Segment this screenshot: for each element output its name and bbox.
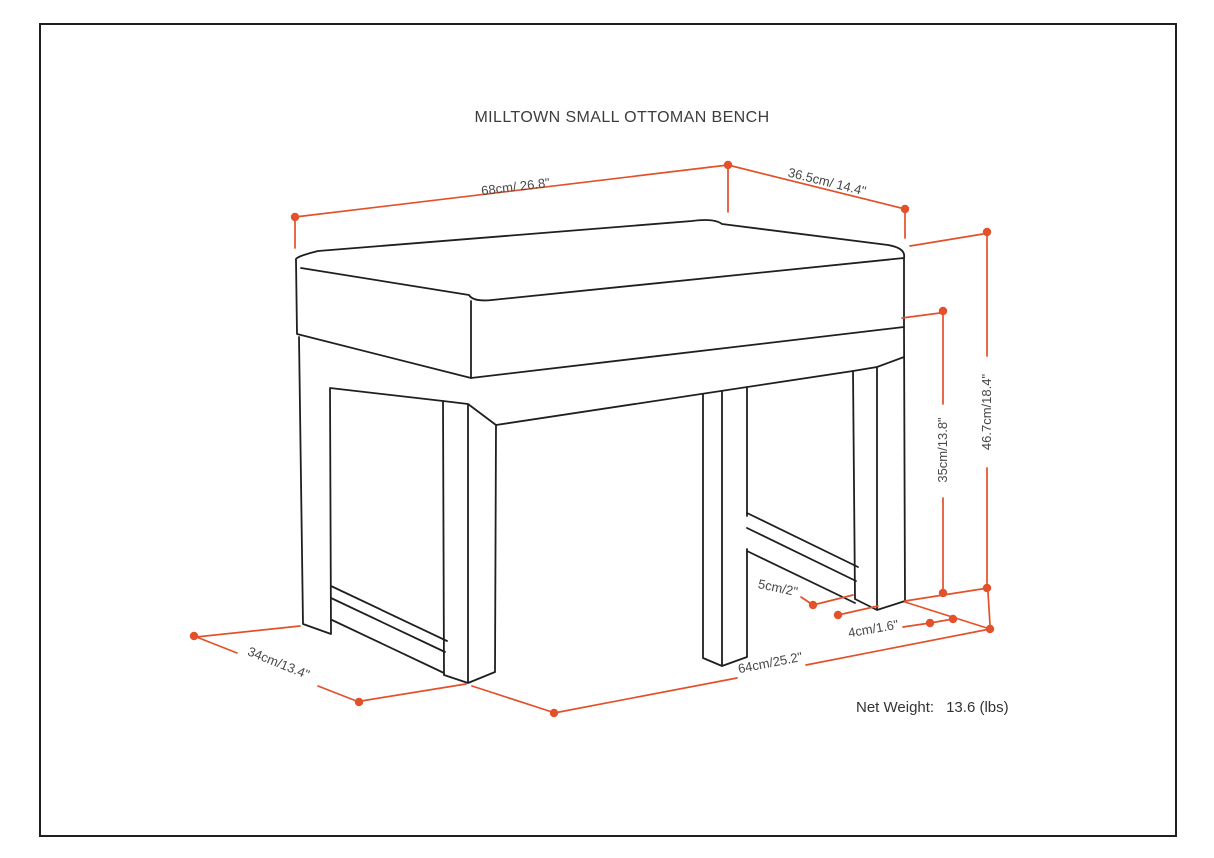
left-inner-leg: [443, 401, 496, 683]
dim-line-baseline: [905, 588, 990, 629]
label-base-length: 64cm/25.2": [736, 648, 804, 677]
bench-drawing: [296, 220, 905, 683]
label-top-depth: 36.5cm/ 14.4": [786, 164, 868, 199]
left-front-leg: [299, 337, 331, 634]
label-base-depth: 34cm/13.4": [245, 643, 312, 683]
cushion: [296, 220, 904, 378]
page-title: MILLTOWN SMALL OTTOMAN BENCH: [474, 109, 770, 126]
left-rail-bottom-edge: [330, 388, 443, 401]
label-overall-height: 46.7cm/18.4": [979, 373, 994, 451]
left-stretcher: [331, 586, 447, 673]
label-leg-thickness: 4cm/1.6": [846, 616, 900, 641]
apron-bottom-edge: [496, 371, 853, 425]
net-weight: [856, 699, 1009, 716]
label-top-width: 68cm/ 26.8": [480, 174, 551, 199]
net-weight-value: 13.6 (lbs): [946, 699, 1009, 716]
rear-right-leg: [853, 327, 905, 610]
right-front-leg: [703, 387, 747, 666]
label-clearance-height: 35cm/13.8": [935, 417, 950, 483]
dim-line-overall-height: [910, 232, 987, 588]
net-weight-label: Net Weight:: [856, 699, 935, 716]
label-stretcher-thickness: 5cm/2": [756, 576, 800, 600]
